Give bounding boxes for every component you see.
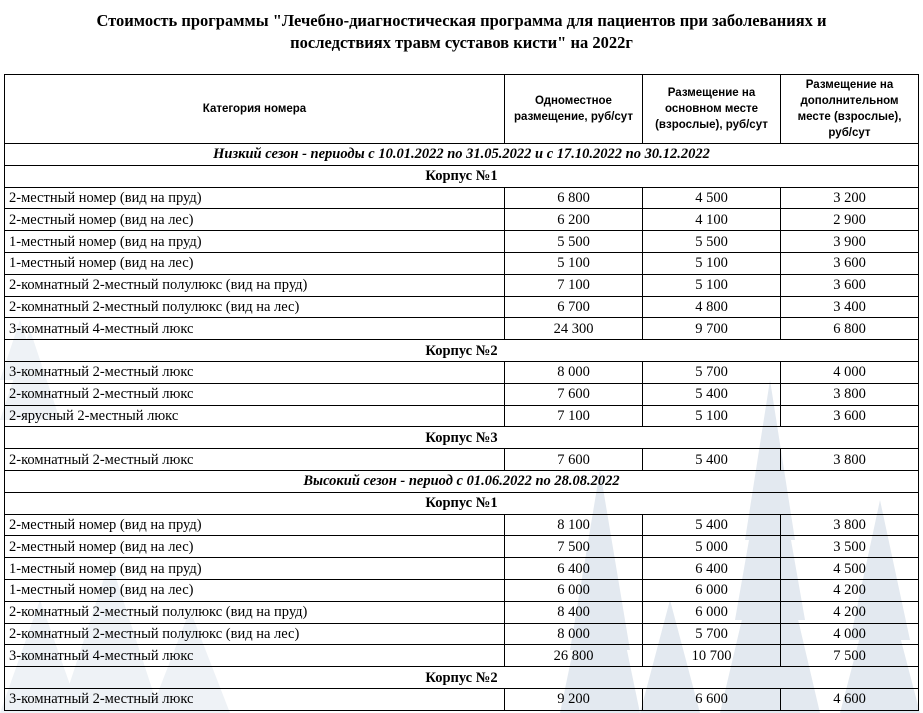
page-title (0, 10, 923, 54)
header-main-place: Размещение на основном месте (взрослые), руб/сут (643, 75, 781, 144)
table-row (5, 274, 919, 296)
room-category-cell: 1-местный номер (вид на лес) (5, 252, 505, 274)
room-category-cell: 2-местный номер (вид на лес) (5, 536, 505, 558)
table-row (5, 231, 919, 253)
building-row (5, 340, 919, 362)
table-row (5, 601, 919, 623)
low-season-label: Низкий сезон - периоды с 10.01.2022 по 31.05.2022 и с 17.10.2022 по 30.12.2022 (5, 144, 919, 166)
main-place-price-cell: 4 500 (643, 187, 781, 209)
table-row (5, 252, 919, 274)
room-category-cell: 1-местный номер (вид на пруд) (5, 231, 505, 253)
table-row (5, 688, 919, 710)
extra-place-price-cell: 3 200 (781, 187, 919, 209)
single-price-cell: 5 500 (505, 231, 643, 253)
title-line-1: Стоимость программы "Лечебно-диагностическая программа для пациентов при заболеваниях и (96, 11, 827, 30)
high-season-row (5, 470, 919, 492)
main-place-price-cell: 5 100 (643, 252, 781, 274)
table-row (5, 579, 919, 601)
single-price-cell: 7 600 (505, 383, 643, 405)
building-row (5, 492, 919, 514)
main-place-price-cell: 9 700 (643, 318, 781, 340)
room-category-cell: 2-местный номер (вид на лес) (5, 209, 505, 231)
room-category-cell: 1-местный номер (вид на пруд) (5, 558, 505, 580)
room-category-cell: 2-комнатный 2-местный полулюкс (вид на лес) (5, 296, 505, 318)
price-table (4, 74, 919, 711)
room-category-cell: 1-местный номер (вид на лес) (5, 579, 505, 601)
building-label: Корпус №1 (5, 165, 919, 187)
single-price-cell: 26 800 (505, 645, 643, 667)
extra-place-price-cell: 3 500 (781, 536, 919, 558)
building-label: Корпус №2 (5, 667, 919, 689)
single-price-cell: 7 600 (505, 449, 643, 471)
building-label: Корпус №2 (5, 340, 919, 362)
extra-place-price-cell: 4 600 (781, 688, 919, 710)
extra-place-price-cell: 3 900 (781, 231, 919, 253)
room-category-cell: 2-комнатный 2-местный полулюкс (вид на лес) (5, 623, 505, 645)
main-place-price-cell: 6 000 (643, 579, 781, 601)
room-category-cell: 2-комнатный 2-местный полулюкс (вид на пруд) (5, 601, 505, 623)
single-price-cell: 8 000 (505, 623, 643, 645)
table-row (5, 296, 919, 318)
room-category-cell: 3-комнатный 2-местный люкс (5, 361, 505, 383)
single-price-cell: 6 400 (505, 558, 643, 580)
extra-place-price-cell: 3 800 (781, 514, 919, 536)
building-row (5, 165, 919, 187)
room-category-cell: 2-комнатный 2-местный люкс (5, 383, 505, 405)
main-place-price-cell: 5 100 (643, 405, 781, 427)
table-row (5, 318, 919, 340)
main-place-price-cell: 10 700 (643, 645, 781, 667)
building-row (5, 667, 919, 689)
table-row (5, 536, 919, 558)
table-header-row (5, 75, 919, 144)
single-price-cell: 8 100 (505, 514, 643, 536)
single-price-cell: 6 700 (505, 296, 643, 318)
extra-place-price-cell: 4 500 (781, 558, 919, 580)
extra-place-price-cell: 3 400 (781, 296, 919, 318)
low-season-row (5, 144, 919, 166)
high-season-label: Высокий сезон - период с 01.06.2022 по 28.08.2022 (5, 470, 919, 492)
extra-place-price-cell: 3 800 (781, 383, 919, 405)
extra-place-price-cell: 4 200 (781, 601, 919, 623)
table-row (5, 645, 919, 667)
main-place-price-cell: 5 400 (643, 514, 781, 536)
table-row (5, 623, 919, 645)
building-row (5, 427, 919, 449)
header-single-occupancy: Одноместное размещение, руб/сут (505, 75, 643, 144)
main-place-price-cell: 5 000 (643, 536, 781, 558)
extra-place-price-cell: 4 200 (781, 579, 919, 601)
single-price-cell: 7 100 (505, 274, 643, 296)
single-price-cell: 6 000 (505, 579, 643, 601)
main-place-price-cell: 5 500 (643, 231, 781, 253)
extra-place-price-cell: 3 600 (781, 405, 919, 427)
main-place-price-cell: 5 400 (643, 449, 781, 471)
extra-place-price-cell: 3 800 (781, 449, 919, 471)
room-category-cell: 3-комнатный 4-местный люкс (5, 318, 505, 340)
main-place-price-cell: 6 000 (643, 601, 781, 623)
header-extra-place: Размещение на дополнительном месте (взрослые), руб/сут (781, 75, 919, 144)
single-price-cell: 6 800 (505, 187, 643, 209)
single-price-cell: 7 100 (505, 405, 643, 427)
table-row (5, 187, 919, 209)
table-row (5, 514, 919, 536)
main-place-price-cell: 6 600 (643, 688, 781, 710)
table-row (5, 209, 919, 231)
room-category-cell: 2-комнатный 2-местный люкс (5, 449, 505, 471)
room-category-cell: 3-комнатный 2-местный люкс (5, 688, 505, 710)
table-row (5, 383, 919, 405)
table-row (5, 361, 919, 383)
extra-place-price-cell: 6 800 (781, 318, 919, 340)
building-label: Корпус №1 (5, 492, 919, 514)
single-price-cell: 24 300 (505, 318, 643, 340)
extra-place-price-cell: 2 900 (781, 209, 919, 231)
header-room-category: Категория номера (5, 75, 505, 144)
building-label: Корпус №3 (5, 427, 919, 449)
title-line-2: последствиях травм суставов кисти" на 2022г (290, 33, 633, 52)
main-place-price-cell: 5 700 (643, 361, 781, 383)
table-row (5, 449, 919, 471)
extra-place-price-cell: 7 500 (781, 645, 919, 667)
single-price-cell: 6 200 (505, 209, 643, 231)
main-place-price-cell: 4 100 (643, 209, 781, 231)
extra-place-price-cell: 4 000 (781, 623, 919, 645)
table-body (5, 144, 919, 711)
room-category-cell: 2-ярусный 2-местный люкс (5, 405, 505, 427)
table-row (5, 558, 919, 580)
main-place-price-cell: 5 100 (643, 274, 781, 296)
single-price-cell: 9 200 (505, 688, 643, 710)
main-place-price-cell: 5 700 (643, 623, 781, 645)
main-place-price-cell: 6 400 (643, 558, 781, 580)
single-price-cell: 8 400 (505, 601, 643, 623)
single-price-cell: 5 100 (505, 252, 643, 274)
single-price-cell: 7 500 (505, 536, 643, 558)
main-place-price-cell: 5 400 (643, 383, 781, 405)
room-category-cell: 2-местный номер (вид на пруд) (5, 187, 505, 209)
extra-place-price-cell: 4 000 (781, 361, 919, 383)
extra-place-price-cell: 3 600 (781, 274, 919, 296)
room-category-cell: 2-местный номер (вид на пруд) (5, 514, 505, 536)
table-row (5, 405, 919, 427)
room-category-cell: 3-комнатный 4-местный люкс (5, 645, 505, 667)
room-category-cell: 2-комнатный 2-местный полулюкс (вид на пруд) (5, 274, 505, 296)
extra-place-price-cell: 3 600 (781, 252, 919, 274)
main-place-price-cell: 4 800 (643, 296, 781, 318)
single-price-cell: 8 000 (505, 361, 643, 383)
